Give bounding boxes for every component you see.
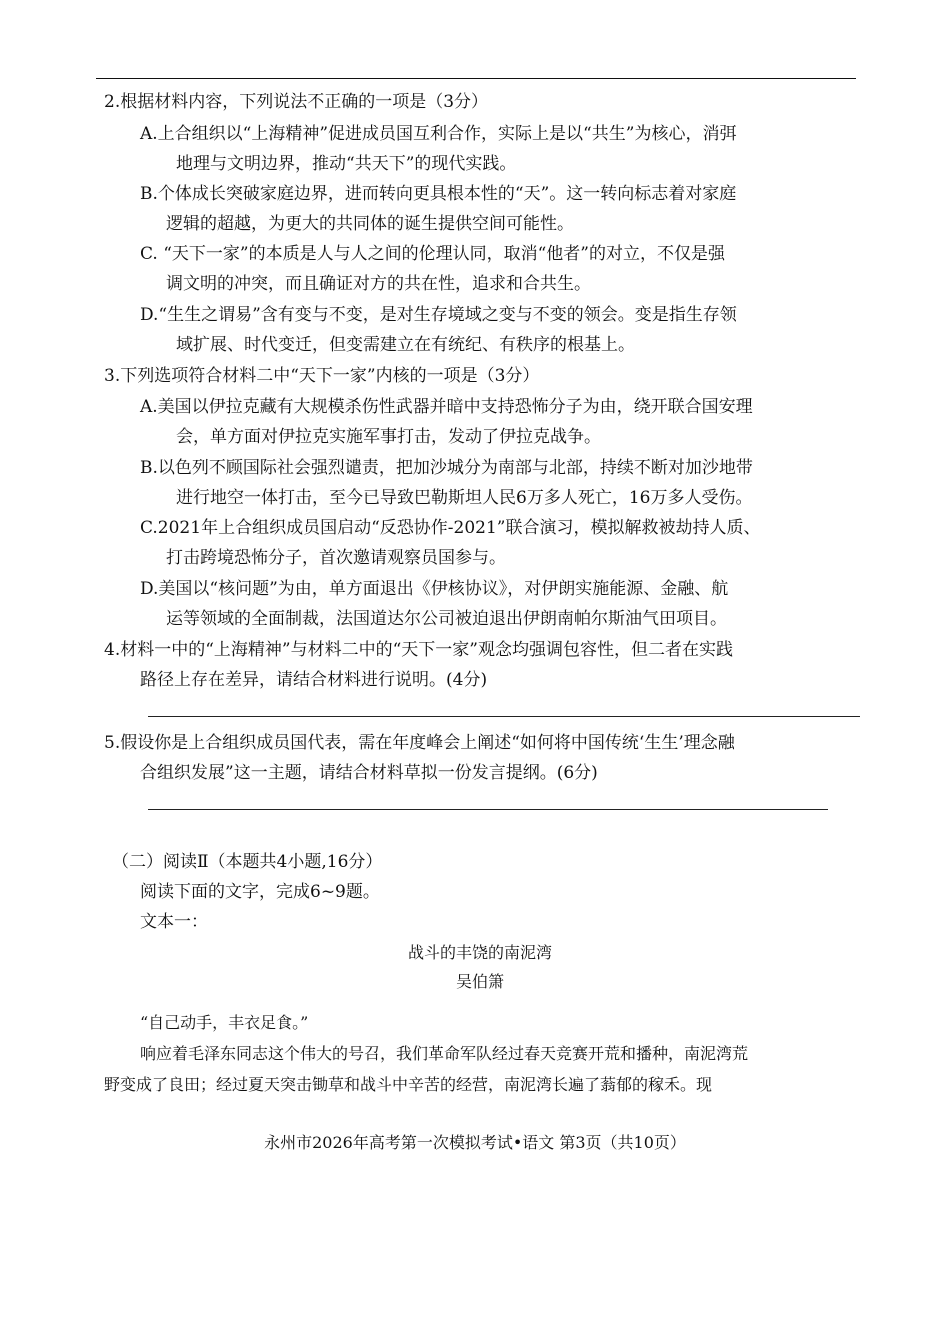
q4-line2: 路径上存在差异，请结合材料进行说明。(4分) — [140, 670, 488, 690]
article-quote: “自己动手，丰衣足食。” — [140, 1013, 309, 1032]
q3-option-a-line2: 会，单方面对伊拉克实施军事打击，发动了伊拉克战争。 — [176, 427, 601, 447]
q3-option-a-line1: A.美国以伊拉克藏有大规模杀伤性武器并暗中支持恐怖分子为由，绕开联合国安理 — [140, 397, 753, 417]
q3-option-c-line1: C.2021年上合组织成员国启动“反恐协作-2021”联合演习，模拟解救被劫持人质、 — [140, 518, 761, 538]
article-paragraph-line2: 野变成了良田；经过夏天突击锄草和战斗中辛苦的经营，南泥湾长遍了蓊郁的稼禾。现 — [104, 1075, 713, 1094]
article-paragraph-line1: 响应着毛泽东同志这个伟大的号召，我们革命军队经过春天竞赛开荒和播种，南泥湾荒 — [140, 1044, 749, 1063]
q2-option-d-line2: 域扩展、时代变迁，但变需建立在有统纪、有秩序的根基上。 — [176, 335, 635, 355]
section2-heading: （二）阅读Ⅱ（本题共4小题,16分） — [112, 852, 383, 872]
section2-instruction: 阅读下面的文字，完成6~9题。 — [140, 882, 380, 902]
q4-answer-line[interactable] — [148, 716, 860, 717]
q3-option-d-line1: D.美国以“核问题”为由，单方面退出《伊核协议》，对伊朗实施能源、金融、航 — [140, 579, 729, 599]
q2-option-a-line2: 地理与文明边界，推动“共天下”的现代实践。 — [176, 154, 517, 174]
q2-option-b-line1: B.个体成长突破家庭边界，进而转向更具根本性的“天”。这一转向标志着对家庭 — [140, 184, 737, 204]
q2-option-d-line1: D.“生生之谓易”含有变与不变，是对生存境域之变与不变的领会。变是指生存领 — [140, 305, 737, 325]
header-rule — [96, 78, 856, 79]
page-footer: 永州市2026年高考第一次模拟考试•语文 第3页（共10页） — [264, 1133, 686, 1152]
q3-option-b-line2: 进行地空一体打击，至今已导致巴勒斯坦人民6万多人死亡，16万多人受伤。 — [176, 488, 753, 508]
q2-stem: 2.根据材料内容，下列说法不正确的一项是（3分） — [104, 92, 489, 112]
q5-answer-line[interactable] — [148, 809, 828, 810]
q2-option-c-line2: 调文明的冲突，而且确证对方的共在性，追求和合共生。 — [166, 274, 591, 294]
q2-option-b-line2: 逻辑的超越，为更大的共同体的诞生提供空间可能性。 — [166, 214, 574, 234]
article-author: 吴伯箫 — [455, 972, 504, 991]
q4-line1: 4.材料一中的“上海精神”与材料二中的“天下一家”观念均强调包容性，但二者在实践 — [104, 640, 733, 660]
q3-option-b-line1: B.以色列不顾国际社会强烈谴责，把加沙城分为南部与北部，持续不断对加沙地带 — [140, 458, 753, 478]
q2-option-c-line1: C. “天下一家”的本质是人与人之间的伦理认同，取消“他者”的对立，不仅是强 — [140, 244, 725, 264]
q3-option-d-line2: 运等领域的全面制裁，法国道达尔公司被迫退出伊朗南帕尔斯油气田项目。 — [166, 609, 727, 629]
q5-line2: 合组织发展”这一主题，请结合材料草拟一份发言提纲。(6分) — [140, 763, 598, 783]
q3-option-c-line2: 打击跨境恐怖分子，首次邀请观察员国参与。 — [166, 548, 506, 568]
text-one-label: 文本一： — [140, 912, 208, 932]
q5-line1: 5.假设你是上合组织成员国代表，需在年度峰会上阐述“如何将中国传统‘生生’理念融 — [104, 733, 735, 753]
article-title: 战斗的丰饶的南泥湾 — [407, 943, 552, 962]
q3-stem: 3.下列选项符合材料二中“天下一家”内核的一项是（3分） — [104, 366, 540, 386]
q2-option-a-line1: A.上合组织以“上海精神”促进成员国互利合作，实际上是以“共生”为核心，消弭 — [140, 124, 737, 144]
